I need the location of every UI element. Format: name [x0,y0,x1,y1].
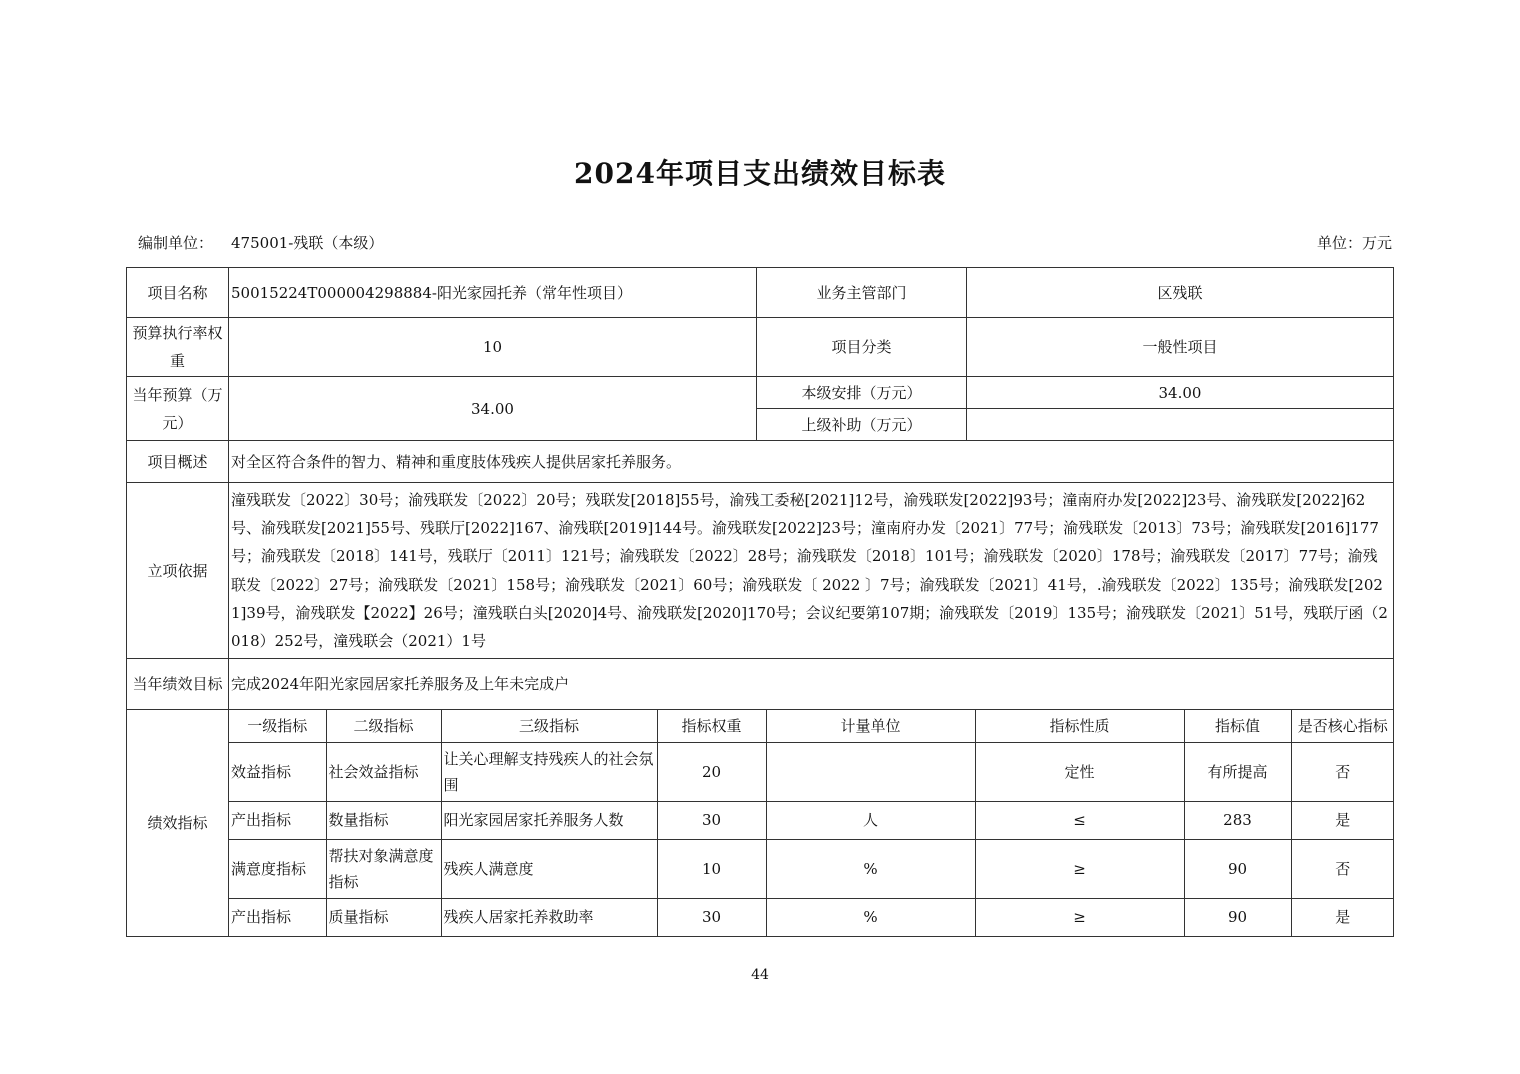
performance-table [126,267,1394,937]
overview-label: 项目概述 [127,441,229,483]
header-level3: 三级指标 [441,710,657,742]
unit-cell: % [766,898,975,936]
budget-value: 34.00 [229,377,757,441]
superior-value [967,409,1394,441]
level2-cell: 帮扶对象满意度指标 [326,839,441,898]
value-cell: 90 [1184,898,1291,936]
header-weight: 指标权重 [657,710,766,742]
weight-cell: 10 [657,839,766,898]
compiling-unit [138,232,383,253]
level3-cell: 残疾人满意度 [441,839,657,898]
weight-cell: 30 [657,801,766,839]
level2-cell: 数量指标 [326,801,441,839]
goal-value: 完成2024年阳光家园居家托养服务及上年未完成户 [229,659,1394,710]
header-unit: 计量单位 [766,710,975,742]
overview-value: 对全区符合条件的智力、精神和重度肢体残疾人提供居家托养服务。 [229,441,1394,483]
indicator-row [229,898,1394,936]
weight-value: 10 [229,318,757,377]
compiling-unit-label: 编制单位： [138,234,214,252]
category-label: 项目分类 [757,318,967,377]
compiling-unit-value: 475001-残联（本级） [231,234,384,252]
level3-cell: 残疾人居家托养救助率 [441,898,657,936]
header-nature: 指标性质 [975,710,1184,742]
weight-label: 预算执行率权重 [127,318,229,377]
core-cell: 否 [1291,742,1394,801]
level2-cell: 社会效益指标 [326,742,441,801]
level3-cell: 让关心理解支持残疾人的社会氛围 [441,742,657,801]
level2-cell: 质量指标 [326,898,441,936]
nature-cell: ≤ [975,801,1184,839]
local-value: 34.00 [967,377,1394,409]
indicator-section-label: 绩效指标 [127,710,229,937]
indicator-table [229,710,1394,936]
goal-label: 当年绩效目标 [127,659,229,710]
value-cell: 90 [1184,839,1291,898]
project-name-value: 50015224T000004298884-阳光家园托养（常年性项目） [229,268,757,318]
indicator-cell [229,710,1394,937]
level1-cell: 产出指标 [229,898,326,936]
dept-label: 业务主管部门 [757,268,967,318]
indicator-row [229,839,1394,898]
header-level1: 一级指标 [229,710,326,742]
core-cell: 是 [1291,801,1394,839]
level1-cell: 效益指标 [229,742,326,801]
nature-cell: ≥ [975,898,1184,936]
currency-unit: 单位：万元 [1316,234,1392,252]
value-cell: 有所提高 [1184,742,1291,801]
header-core: 是否核心指标 [1291,710,1394,742]
page-number: 44 [751,967,769,983]
unit-cell: % [766,839,975,898]
weight-cell: 30 [657,898,766,936]
header-value: 指标值 [1184,710,1291,742]
dept-value: 区残联 [967,268,1394,318]
page-title: 2024年项目支出绩效目标表 [574,157,946,190]
indicator-header-row [229,710,1394,742]
nature-cell: 定性 [975,742,1184,801]
value-cell: 283 [1184,801,1291,839]
core-cell: 否 [1291,839,1394,898]
core-cell: 是 [1291,898,1394,936]
category-value: 一般性项目 [967,318,1394,377]
level1-cell: 满意度指标 [229,839,326,898]
level3-cell: 阳光家园居家托养服务人数 [441,801,657,839]
basis-label: 立项依据 [127,483,229,659]
indicator-row [229,801,1394,839]
project-name-label: 项目名称 [127,268,229,318]
indicator-row [229,742,1394,801]
local-label: 本级安排（万元） [757,377,967,409]
nature-cell: ≥ [975,839,1184,898]
budget-label: 当年预算（万元） [127,377,229,441]
weight-cell: 20 [657,742,766,801]
level1-cell: 产出指标 [229,801,326,839]
header-level2: 二级指标 [326,710,441,742]
superior-label: 上级补助（万元） [757,409,967,441]
basis-value: 潼残联发〔2022〕30号；渝残联发〔2022〕20号；残联发[2018]55号，渝残工委秘[2021]12号，渝残联发[2022]93号；潼南府办发[2022]23号、渝残联发[2022]62号、渝残联发[2021]55号、残联厅[2022]167、渝残联[2019]144号。渝残联发[2022]23号；潼南府办发〔2021〕77号；渝残联发〔2013〕73号；渝残联发[2016]177号；渝残联发〔2018〕141号，残联厅〔2011〕121号；渝残联发〔2022〕28号；渝残联发〔2018〕101号；渝残联发〔2020〕178号；渝残联发〔2017〕77号；渝残联发〔2022〕27号；渝残联发〔2021〕158号；渝残联发〔2021〕60号；渝残联发〔 2022 〕7号；渝残联发〔2021〕41号，.渝残联发〔2022〕135号；渝残联发[2021]39号，渝残联发【2022】26号；潼残联白头[2020]4号、渝残联发[2020]170号；会议纪要第107期；渝残联发〔2019〕135号；渝残联发〔2021〕51号，残联厅函（2018）252号，潼残联会（2021）1号 [229,483,1394,659]
unit-cell [766,742,975,801]
unit-cell: 人 [766,801,975,839]
